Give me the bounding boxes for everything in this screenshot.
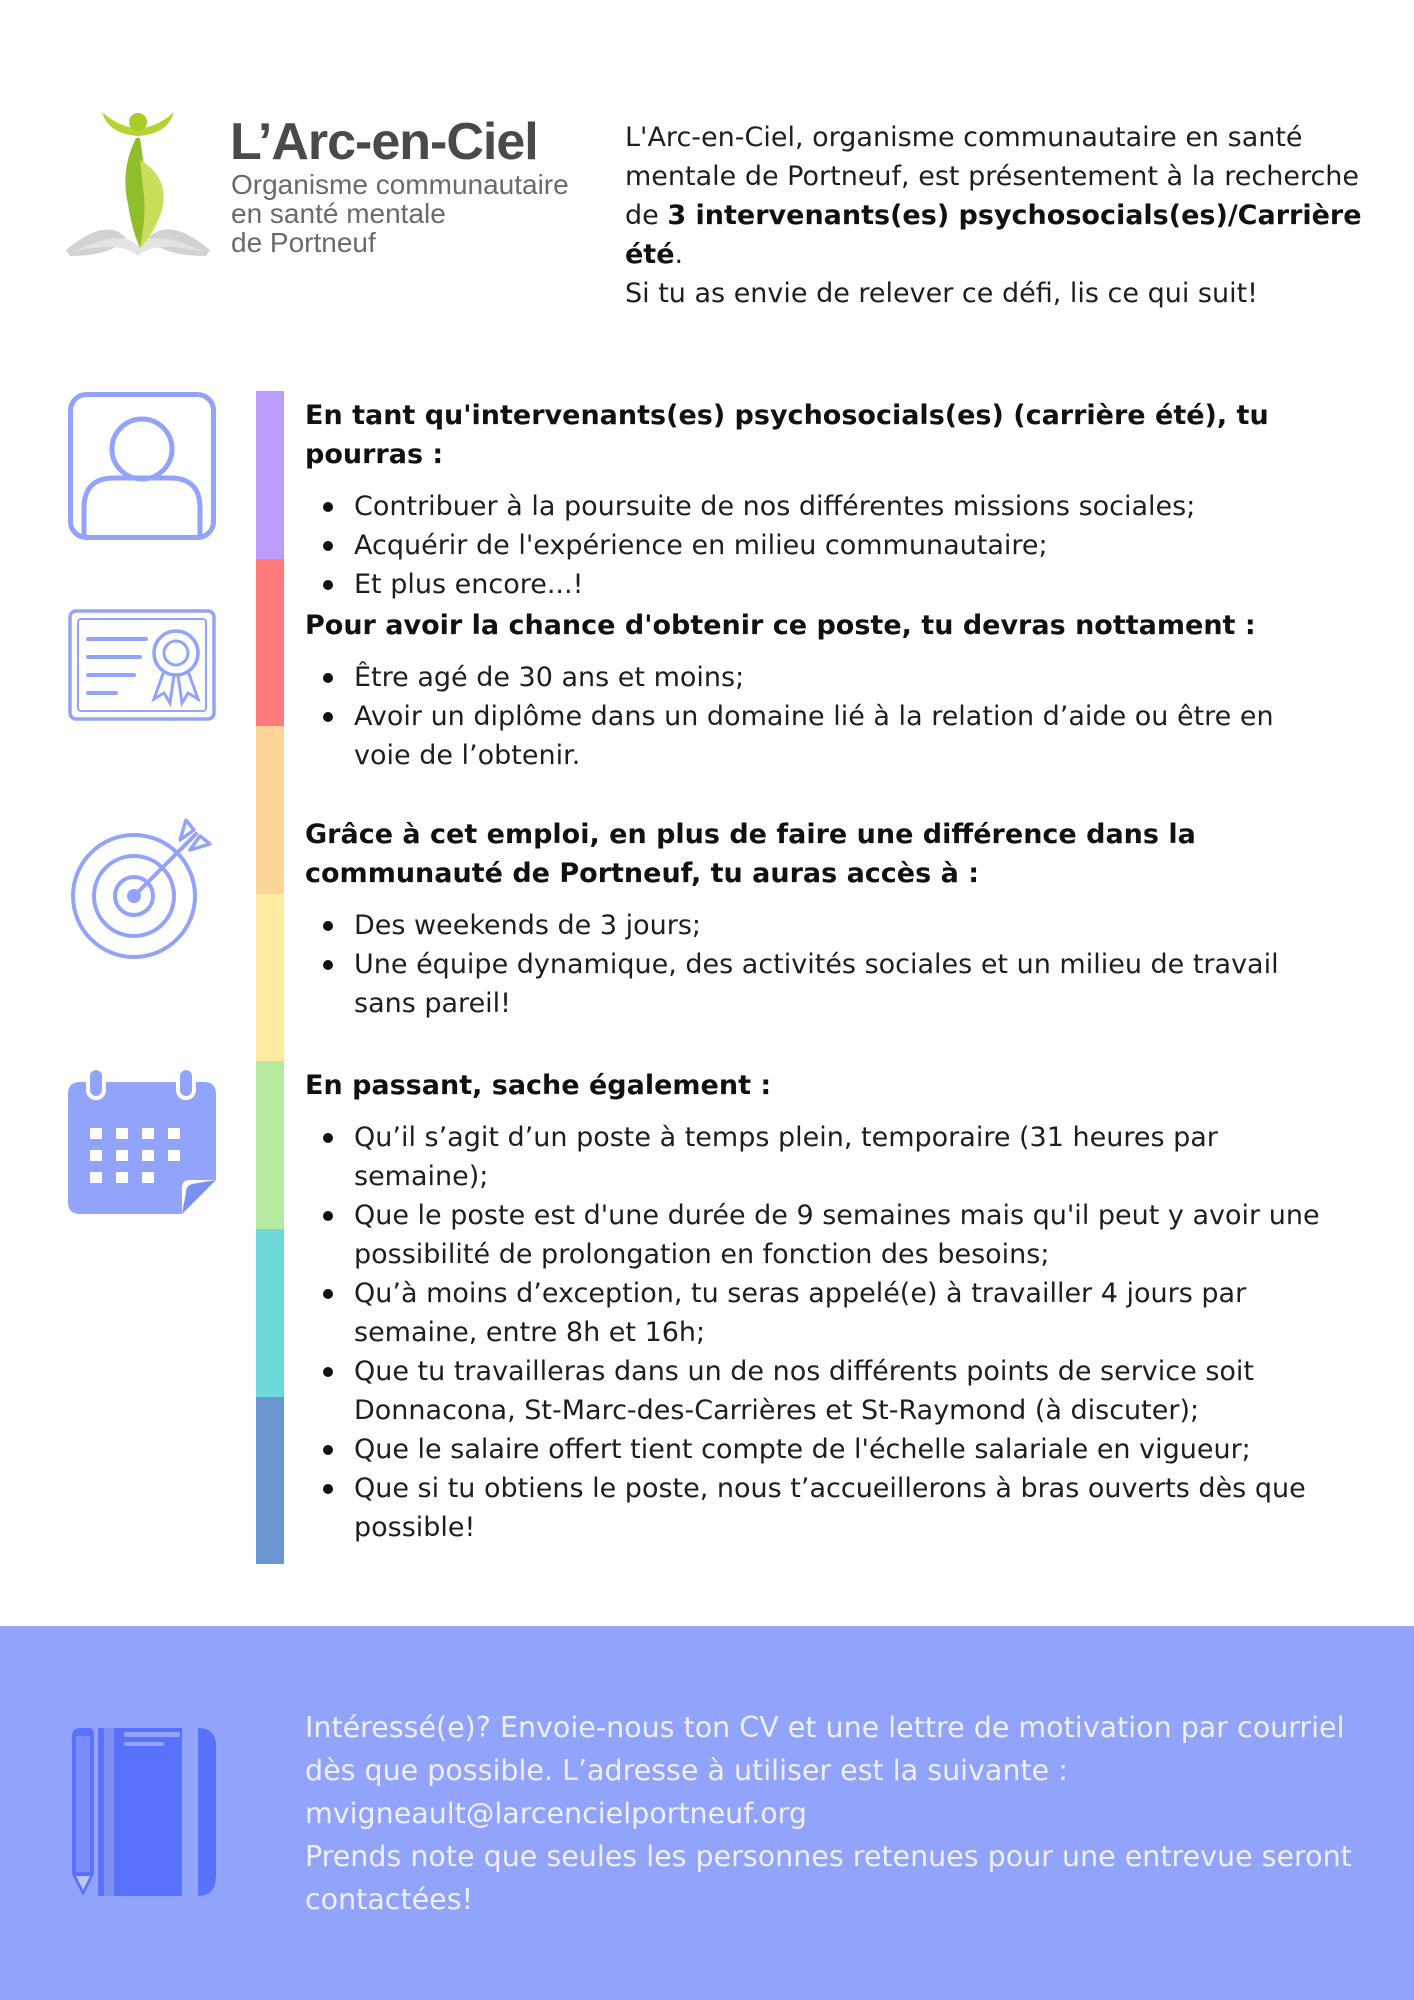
list-item: Qu’il s’agit d’un poste à temps plein, temporaire (31 heures par semaine);: [305, 1118, 1345, 1196]
timeline-segment: [256, 1397, 284, 1565]
subtitle-line: Organisme communautaire: [231, 169, 569, 200]
section-title: Grâce à cet emploi, en plus de faire une différence dans la communauté de Portneuf, tu auras accès à :: [305, 819, 1196, 889]
timeline-segment: [256, 559, 284, 727]
contact-footer: [0, 1626, 1414, 2000]
timeline-segment: [256, 391, 284, 559]
list-item: Qu’à moins d’exception, tu seras appelé(e) à travailler 4 jours par semaine, entre 8h et 16h;: [305, 1274, 1364, 1352]
bullet-list: [305, 487, 1345, 604]
subtitle-line: de Portneuf: [231, 227, 376, 258]
intro-paragraph: [625, 118, 1365, 313]
list-item: Que le poste est d'une durée de 9 semaines mais qu'il peut y avoir une possibilité de prolongation en fonction des besoins;: [305, 1196, 1334, 1274]
intro-call-to-action: Si tu as envie de relever ce défi, lis ce qui suit!: [625, 278, 1259, 309]
section-title: En passant, sache également :: [305, 1070, 772, 1101]
subtitle-line: en santé mentale: [231, 198, 446, 229]
list-item: Être agé de 30 ans et moins;: [305, 658, 1345, 697]
bullet-list: [305, 1118, 1345, 1547]
section-title: Pour avoir la chance d'obtenir ce poste, tu devras nottament :: [305, 610, 1256, 641]
timeline-segment: [256, 894, 284, 1062]
dancing-figure-logo-icon: [62, 108, 214, 268]
intro-text: L'Arc-en-Ciel, organisme communautaire en santé mentale de Portneuf, est présentement à la recherche de: [625, 122, 1360, 231]
organization-logo: [62, 108, 592, 268]
contact-note: Prends note que seules les personnes retenues pour une entrevue seront contactées!: [305, 1840, 1352, 1916]
organization-name: L’Arc-en-Ciel: [230, 113, 538, 171]
bullet-list: [305, 906, 1345, 1023]
list-item: Et plus encore...!: [305, 565, 1345, 604]
list-item: Une équipe dynamique, des activités sociales et un milieu de travail sans pareil!: [305, 945, 1334, 1023]
section-additional-info: [305, 1066, 1345, 1547]
list-item: Que tu travailleras dans un de nos différents points de service soit Donnacona, St-Marc-des-Carrières et St-Raymond (à discuter);: [305, 1352, 1304, 1430]
diploma-certificate-icon: [68, 609, 216, 721]
notebook-pencil-icon: [68, 1726, 216, 1898]
list-item: Contribuer à la poursuite de nos différentes missions sociales;: [305, 487, 1345, 526]
section-benefits: [305, 815, 1345, 1023]
timeline-segment: [256, 726, 284, 894]
intro-period: .: [674, 239, 684, 270]
bullet-list: [305, 658, 1345, 775]
section-requirements: [305, 606, 1345, 775]
list-item: Que si tu obtiens le poste, nous t’accueillerons à bras ouverts dès que possible!: [305, 1469, 1334, 1547]
list-item: Avoir un diplôme dans un domaine lié à la relation d’aide ou être en voie de l’obtenir.: [305, 697, 1334, 775]
list-item: Acquérir de l'expérience en milieu communautaire;: [305, 526, 1345, 565]
list-item: Des weekends de 3 jours;: [305, 906, 1345, 945]
section-title: En tant qu'intervenants(es) psychosocials(es) (carrière été), tu pourras :: [305, 400, 1269, 470]
job-title-highlight: 3 intervenants(es) psychosocials(es)/Carrière été: [625, 200, 1362, 270]
timeline-segment: [256, 1061, 284, 1229]
timeline-segment: [256, 1229, 284, 1397]
user-profile-icon: [68, 392, 216, 540]
target-arrow-icon: [68, 816, 218, 960]
contact-instructions: Intéressé(e)? Envoie-nous ton CV et une lettre de motivation par courriel dès que possible. L’adresse à utiliser est la suivante :: [305, 1711, 1345, 1787]
contact-text: [305, 1706, 1365, 1921]
list-item: Que le salaire offert tient compte de l'échelle salariale en vigueur;: [305, 1430, 1345, 1469]
section-responsibilities: [305, 396, 1345, 604]
contact-email[interactable]: mvigneault@larcencielportneuf.org: [305, 1797, 807, 1830]
rainbow-timeline-bar: [256, 391, 284, 1564]
calendar-icon: [68, 1068, 216, 1214]
organization-subtitle: [231, 170, 569, 257]
